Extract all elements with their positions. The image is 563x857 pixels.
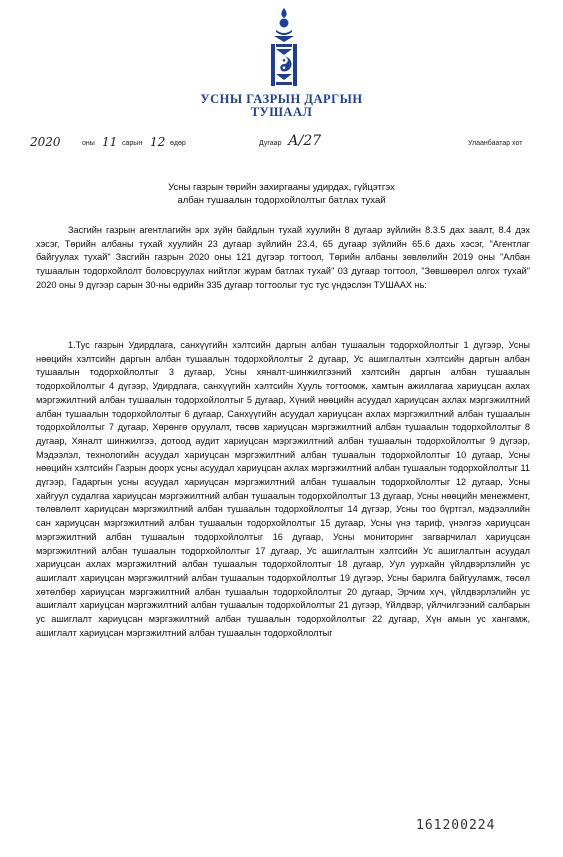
document-number: А/27 [288, 133, 322, 149]
soyombo-emblem-icon [268, 8, 300, 92]
city-name: Улаанбаатар хот [468, 140, 523, 147]
registration-stamp: 161200224 [416, 818, 496, 833]
date-day-suffix: өдөр [170, 140, 186, 147]
date-month: 11 [102, 135, 118, 149]
date-month-suffix: сарын [122, 140, 143, 147]
date-day: 12 [150, 135, 166, 149]
date-year: 2020 [30, 135, 61, 149]
document-title-line-2: албан тушаалын тодорхойлолтыг батлах тухай [177, 195, 386, 206]
document-number-label: Дугаар [259, 140, 282, 147]
preamble-paragraph: Засгийн газрын агентлагийн эрх зүйн байдлын тухай хуулийн 8 дугаар зүйлийн 8.3.5 дах заалт, 8.4 дэх хэсэг, Төрийн албаны тухай хуулийн 23 дугаар зүйлийн 23.4, 65 дугаар зүйлийн 65.6 дахь хэсэг, "Агентлаг байгуулах тухай" Засгийн газрын 2020 оны 121 дүгээр тогтоол, Төрийн албаны зөвлөлийн 2019 оны "Албан тушаалын тодорхойлолт боловсруулах нийтлэг журам батлах тухай" 03 дугаар тогтоол, "Зөвшөөрөл олгох тухай" 2020 оны 9 дүгээр сарын 30-ны өдрийн 335 дугаар тогтоолыг тус тус үндэслэн ТУШААХ нь: [36, 225, 530, 290]
document-type: ТУШААЛ [250, 105, 313, 119]
issuing-organization: УСНЫ ГАЗРЫН ДАРГЫН [200, 92, 363, 106]
date-year-suffix: оны [82, 140, 95, 147]
order-clause-1: 1.Тус газрын Удирдлага, санхүүгийн хэлтсийн даргын албан тушаалын тодорхойлолтыг 1 дүгээр, Усны нөөцийн хэлтсийн даргын албан тушаалын тодорхойлолтыг 2 дугаар, Ус ашиглалтын хэлтсийн даргын албан тушаалын тодорхойлолтыг 3 дугаар, Усны хяналт-шинжилгээний хэлтсийн даргын албан тушаалын тодорхойлолтыг 4 дүгээр, Удирдлага, санхүүгийн хэлтсийн Хууль тогтоомж, хамтын ажиллагаа хариуцсан ахлах мэргэжилтний албан тушаалын тодорхойлолтыг 5 дугаар, Хүний нөөцийн асуудал хариуцсан ахлах мэргэжилтний албан тушаалын тодорхойлолтыг 6 дугаар, Санхүүгийн асуудал хариуцсан ахлах мэргэжилтний албан тушаалын тодорхойлолтыг 7 дугаар, Хөрөнгө оруулалт, төсөв хариуцсан мэргэжилтний албан тушаалын тодорхойлолтыг 8 дугаар, Хяналт шинжилгээ, дотоод аудит хариуцсан мэргэжилтний албан тушаалын тодорхойлолтыг 9 дүгээр, Мэдээлэл, технологийн асуудал хариуцсан мэргэжилтний албан тушаалын тодорхойлолтыг 10 дугаар, Усны нөөцийн хэлтсийн Газрын доорх усны асуудал хариуцсан ахлах мэргэжилтний албан тушаалын тодорхойлолтыг 11 дүгээр, Гадаргын усны асуудал хариуцсан мэргэжилтний албан тушаалын тодорхойлолтыг 12 дугаар, Усны хайгуул судалгаа хариуцсан мэргэжилтний албан тушаалын тодорхойлолтыг 13 дугаар, Усны нөөцийн менежмент, төлөвлөлт хариуцсан мэргэжилтний албан тушаалын тодорхойлолтыг 14 дүгээр, Усны тоо бүртгэл, мэдээллийн сан хариуцсан мэргэжилтний албан тушаалын тодорхойлолтыг 15 дугаар, Усны үнэ тариф, үнэлгээ хариуцсан мэргэжилтний албан тушаалын тодорхойлолтыг 16 дугаар, Усны мониторинг загварчилал хариуцсан мэргэжилтний албан тушаалын тодорхойлолтыг 17 дугаар, Ус ашиглалтын хэлтсийн Ус ашиглалтын асуудал хариуцсан ахлах мэргэжилтний албан тушаалын тодорхойлолтыг 18 дугаар, Уул уурхайн үйлдвэрлэлийн ус ашиглалт хариуцсан мэргэжилтний албан тушаалын тодорхойлолтыг 19 дүгээр, Усны барилга байгууламж, төсөл хөтөлбөр хариуцсан мэргэжилтний албан тушаалын тодорхойлолтыг 20 дугаар, Эрчим хүч, үйлдвэрлэлийн ус ашиглалт хариуцсан мэргэжилтний албан тушаалын тодорхойлолтыг 21 дүгээр, Үйлдвэр, үйлчилгээний салбарын ус ашиглалт хариуцсан мэргэжилтний албан тушаалын тодорхойлолтыг 22 дугаар, Хүн амын ус хангамж, ашиглалт хариуцсан мэргэжилтний албан тушаалын тодорхойлолтыг [36, 340, 530, 638]
document-title [0, 181, 563, 207]
document-title-line-1: Усны газрын төрийн захиргааны удирдах, гүйцэтгэх [168, 182, 395, 193]
